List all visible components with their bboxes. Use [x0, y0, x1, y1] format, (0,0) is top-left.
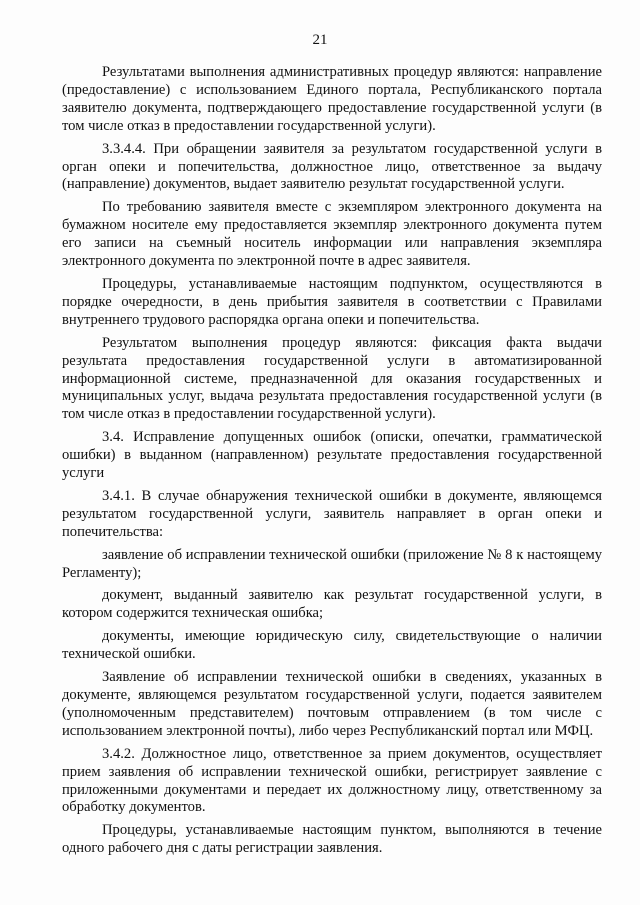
- list-item: документы, имеющие юридическую силу, свидетельствующие о наличии технической ошибки.: [62, 628, 602, 663]
- paragraph: 3.4.2. Должностное лицо, ответственное за прием документов, осуществляет прием заявления об исправлении технической ошибки, регистрирует заявление с приложенными документами и передает их должностному лицу, ответственному за обработку документов.: [62, 745, 602, 816]
- paragraph: 3.3.4.4. При обращении заявителя за результатом государственной услуги в орган опеки и попечительства, должностное лицо, ответственное за выдачу (направление) документов, выдает заявителю результат государственной услуги.: [62, 140, 602, 193]
- paragraph: 3.4.1. В случае обнаружения технической ошибки в документе, являющемся результатом государственной услуги, заявитель направляет в орган опеки и попечительства:: [62, 487, 602, 540]
- paragraph: Результатами выполнения административных процедур являются: направление (предоставление) с использованием Единого портала, Республиканского портала заявителю документа, подтверждающего предоставление государственной услуги (в том числе отказ в предоставлении государственной услуги).: [62, 64, 602, 134]
- paragraph: Процедуры, устанавливаемые настоящим подпунктом, осуществляются в порядке очередности, в день прибытия заявителя в соответствии с Правилами внутреннего трудового распорядка органа опеки и попечительства.: [62, 275, 602, 328]
- section-heading: 3.4. Исправление допущенных ошибок (описки, опечатки, грамматической ошибки) в выданном (направленном) результате предоставления государственной услуги: [62, 429, 602, 482]
- paragraph: Процедуры, устанавливаемые настоящим пунктом, выполняются в течение одного рабочего дня с даты регистрации заявления.: [62, 822, 602, 857]
- paragraph: Результатом выполнения процедур являются: фиксация факта выдачи результата предоставления государственной услуги в автоматизированной информационной системе, предназначенной для оказания государственных и муниципальных услуг, выдача результата предоставления государственной услуги (в том числе отказ в предоставлении государственной услуги).: [62, 334, 602, 423]
- document-body: [62, 64, 602, 863]
- page-number: 21: [312, 32, 328, 48]
- list-item: документ, выданный заявителю как результат государственной услуги, в котором содержится техническая ошибка;: [62, 587, 602, 622]
- paragraph: Заявление об исправлении технической ошибки в сведениях, указанных в документе, являющемся результатом государственной услуги, подается заявителем (уполномоченным представителем) почтовым отправлением (в том числе с использованием электронной почты), либо через Республиканский портал или МФЦ.: [62, 669, 602, 739]
- paragraph: По требованию заявителя вместе с экземпляром электронного документа на бумажном носителе ему предоставляется экземпляр электронного документа путем его записи на съемный носитель информации или направления экземпляра электронного документа по электронной почте в адрес заявителя.: [62, 199, 602, 270]
- list-item: заявление об исправлении технической ошибки (приложение № 8 к настоящему Регламенту);: [62, 546, 602, 581]
